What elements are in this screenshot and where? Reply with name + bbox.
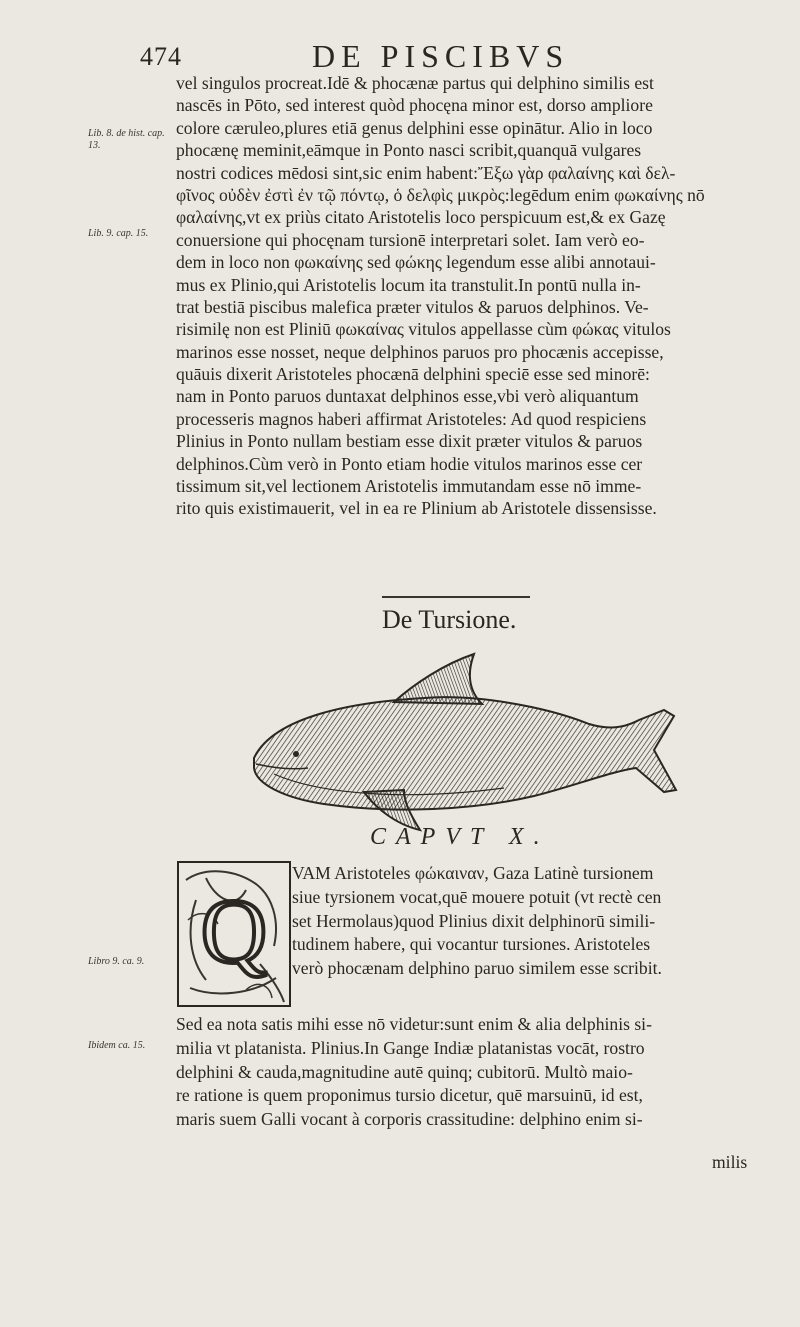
text-line: trat bestiā piscibus malefica præter vitulos & paruos delphinos. Ve- bbox=[176, 296, 649, 317]
text-line: maris suem Galli vocant à corporis crassitudine: delphino enim si- bbox=[176, 1109, 643, 1130]
porpoise-woodcut-illustration bbox=[244, 646, 684, 836]
text-line: tudinem habere, qui vocantur tursiones. Aristoteles bbox=[292, 934, 651, 955]
margin-note: Lib. 8. de hist. cap. 13. bbox=[88, 128, 165, 151]
text-line: φῖνος οὐδὲν ἐστὶ ἐν τῷ πόντῳ, ὁ δελφὶς μικρὸς:legēdum enim φωκαίνης nō bbox=[176, 184, 705, 205]
text-line: nascēs in Pōto, sed interest quòd phocęna minor est, dorso ampliore bbox=[176, 95, 653, 116]
text-line: φαλαίνης,vt ex priùs citato Aristotelis loco perspicuum est,& ex Gazę bbox=[176, 207, 666, 228]
text-line: vel singulos procreat.Idē & phocænæ partus qui delphino similis est bbox=[176, 73, 654, 93]
text-line: phocænę meminit,eāmque in Ponto nasci scribit,quanquā vulgares bbox=[176, 140, 642, 161]
margin-note: Ibidem ca. 15. bbox=[88, 1040, 146, 1051]
text-line: dem in loco non φωκαίνης sed φώκης legendum esse alibi annotaui- bbox=[176, 252, 656, 273]
margin-note: Libro 9. ca. 9. bbox=[88, 956, 145, 967]
decorated-initial bbox=[176, 860, 292, 1008]
paragraph-2-indented bbox=[292, 862, 766, 981]
text-line: Sed ea nota satis mihi esse nō videtur:sunt enim & alia delphinis si- bbox=[176, 1014, 652, 1034]
text-line: nostri codices mēdosi sint,sic enim habent:Ἔξω γὰρ φαλαίνης καὶ δελ- bbox=[176, 162, 676, 183]
paragraph-2 bbox=[176, 1013, 766, 1132]
page-number: 474 bbox=[140, 42, 182, 71]
text-line: milia vt platanista. Plinius.In Gange Indiæ platanistas vocāt, rostro bbox=[176, 1037, 645, 1058]
heading-rule bbox=[382, 596, 530, 598]
text-line: Plinius in Ponto nullam bestiam esse dixit præter vitulos & paruos bbox=[176, 431, 643, 452]
drop-cap-letter: Q bbox=[200, 880, 268, 982]
text-line: colore cæruleo,plures etiā genus delphini esse opinātur. Alio in loco bbox=[176, 117, 653, 138]
text-line: siue tyrsionem vocat,quē mouere potuit (vt rectè cen bbox=[292, 886, 662, 907]
text-line: risimilę non est Pliniū φωκαίνας vitulos appellasse cùm φώκας vitulos bbox=[176, 319, 671, 340]
paragraph-1 bbox=[176, 72, 766, 520]
catchword: milis bbox=[712, 1152, 748, 1172]
text-line: marinos esse nosset, neque delphinos paruos pro phocænis accepisse, bbox=[176, 341, 664, 362]
text-line: tissimum sit,vel lectionem Aristotelis immutandam esse nō imme- bbox=[176, 476, 642, 497]
porpoise-dorsal-fin bbox=[394, 654, 482, 704]
margin-note: Lib. 9. cap. 15. bbox=[88, 228, 149, 239]
running-title: DE PISCIBVS bbox=[312, 38, 570, 74]
text-line: mus ex Plinio,qui Aristotelis locum ita transtulit.In pontū nulla in- bbox=[176, 274, 641, 295]
text-line: conuersione qui phocęnam tursionē interpretari solet. Iam verò eo- bbox=[176, 229, 645, 250]
text-line: set Hermolaus)quod Plinius dixit delphinorū simili- bbox=[292, 910, 656, 931]
text-line: verò phocænam delphino paruo similem esse scribit. bbox=[292, 958, 662, 979]
text-line: processeris magnos haberi affirmat Aristoteles: Ad quod respiciens bbox=[176, 408, 647, 429]
text-line: VAM Aristoteles φώκαιναν, Gaza Latinè tursionem bbox=[292, 863, 654, 883]
porpoise-eye bbox=[293, 751, 299, 757]
text-line: re ratione is quem proponimus tursio dicetur, quē marsuinū, id est, bbox=[176, 1085, 643, 1106]
text-line: rito quis existimauerit, vel in ea re Plinium ab Aristotele dissensisse. bbox=[176, 498, 657, 519]
text-line: nam in Ponto paruos duntaxat delphinos esse,vbi verò aliquantum bbox=[176, 386, 639, 407]
chapter-heading: CAPVT X. bbox=[370, 824, 550, 850]
text-line: delphini & cauda,magnitudine autē quinq; cubitorū. Multò maio- bbox=[176, 1061, 633, 1082]
text-line: delphinos.Cùm verò in Ponto etiam hodie vitulos marinos esse cer bbox=[176, 453, 643, 474]
text-line: quāuis dixerit Aristoteles phocænā delphini speciē esse sed minorē: bbox=[176, 364, 650, 385]
section-heading: De Tursione. bbox=[382, 605, 517, 634]
